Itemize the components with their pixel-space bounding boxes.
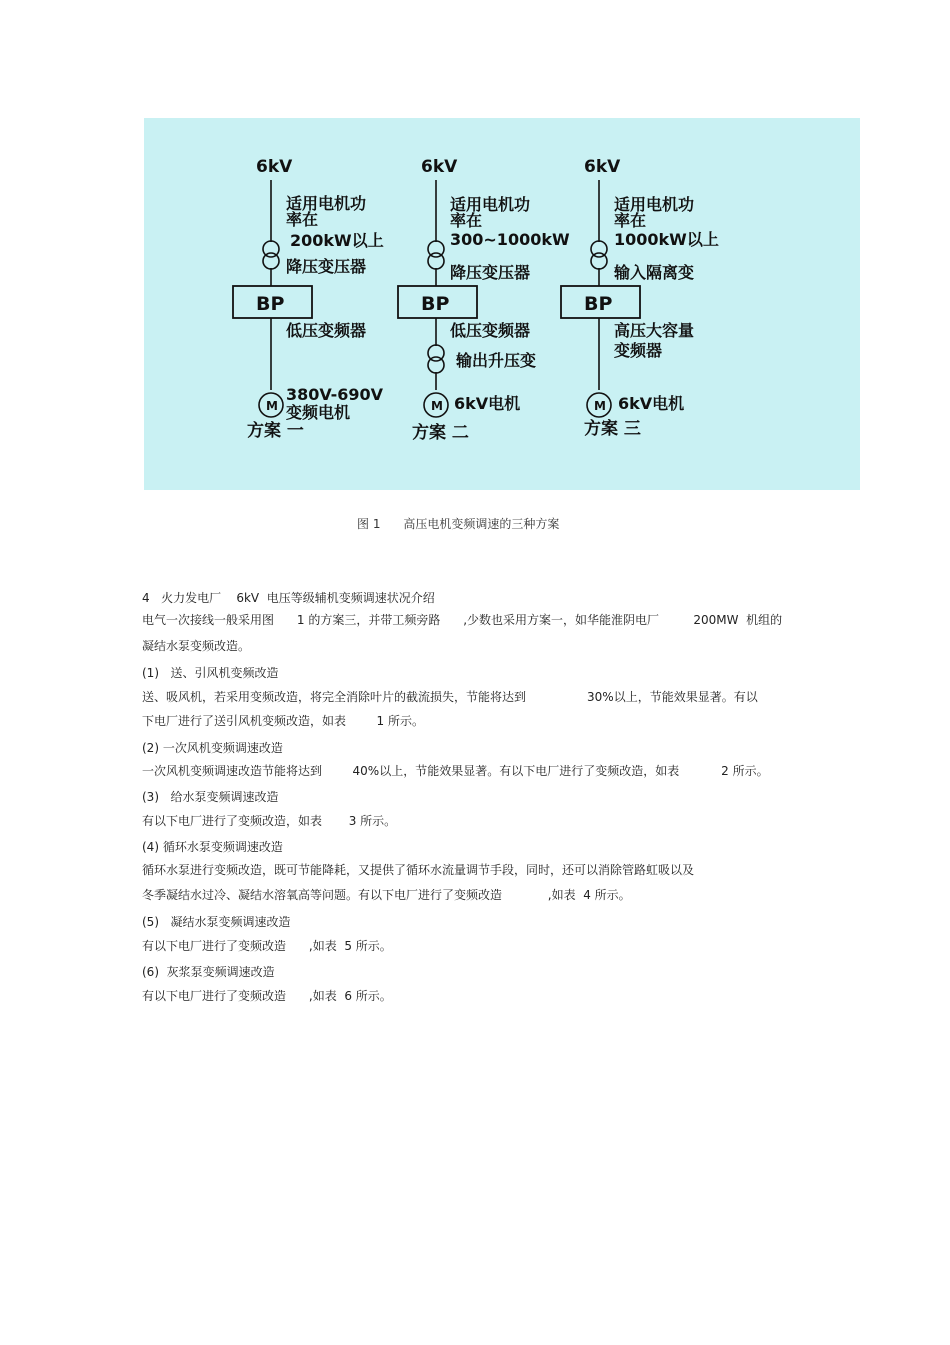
scheme-description: 适用电机功 [450, 195, 531, 214]
voltage-label: 6kV [584, 157, 621, 177]
scheme-description: 率在 [286, 210, 319, 229]
paragraph-line: 有以下电厂进行了变频改造 ,如表 5 所示。 [142, 939, 392, 953]
motor-label: 6kV电机 [454, 394, 521, 413]
scheme-description: 降压变压器 [286, 257, 367, 276]
paragraph-line: 有以下电厂进行了变频改造，如表 3 所示。 [142, 814, 397, 828]
paragraph-line: 送、吸风机，若采用变频改造，将完全消除叶片的截流损失，节能将达到 30%以上，节能效果显著。有以 [142, 690, 758, 704]
paragraph-line: 冬季凝结水过冷、凝结水溶氧高等问题。有以下电厂进行了变频改造 ,如表 4 所示。 [142, 888, 631, 902]
paragraph-line: 循环水泵进行变频改造，既可节能降耗，又提供了循环水流量调节手段，同时，还可以消除管路虹吸以及 [142, 863, 695, 877]
transformer-coil [591, 253, 607, 269]
converter-label: 高压大容量 [614, 321, 695, 340]
motor-label: 6kV电机 [618, 394, 685, 413]
motor-symbol: M [431, 399, 443, 413]
subsection-title: (4) 循环水泵变频调速改造 [142, 840, 283, 854]
voltage-label: 6kV [421, 157, 458, 177]
scheme-description: 适用电机功 [614, 195, 695, 214]
subsection-title: (3) 给水泵变频调速改造 [142, 790, 279, 804]
bp-label: BP [584, 293, 613, 315]
scheme-description: 300~1000kW [450, 230, 570, 249]
scheme-diagram-svg [144, 118, 860, 490]
transformer-coil [428, 357, 444, 373]
subsection-title: (2) 一次风机变频调速改造 [142, 741, 283, 755]
section-title: 4 火力发电厂 6kV 电压等级辅机变频调速状况介绍 [142, 591, 435, 605]
subsection-title: (1) 送、引风机变频改造 [142, 666, 279, 680]
paragraph-line: 凝结水泵变频改造。 [142, 639, 251, 653]
scheme-name: 方案 一 [247, 421, 304, 441]
subsection-title: (5) 凝结水泵变频调速改造 [142, 915, 291, 929]
subsection-title: (6) 灰浆泵变频调速改造 [142, 965, 275, 979]
bp-label: BP [256, 293, 285, 315]
bp-label: BP [421, 293, 450, 315]
converter-label: 低压变频器 [286, 321, 367, 340]
converter-label: 低压变频器 [450, 321, 531, 340]
motor-symbol: M [594, 399, 606, 413]
motor-label: 380V-690V [286, 385, 384, 404]
scheme-description: 1000kW以上 [614, 230, 719, 249]
scheme-description: 适用电机功 [286, 194, 367, 213]
motor-label: 变频电机 [286, 403, 351, 422]
paragraph-line: 一次风机变频调速改造节能将达到 40%以上，节能效果显著。有以下电厂进行了变频改造，如表 2 所示。 [142, 764, 769, 778]
transformer-coil [263, 253, 279, 269]
transformer-coil [428, 253, 444, 269]
paragraph-line: 下电厂进行了送引风机变频改造，如表 1 所示。 [142, 714, 424, 728]
figure-caption: 图 1 高压电机变频调速的三种方案 [357, 517, 560, 531]
scheme-description: 率在 [614, 211, 647, 230]
converter-label: 变频器 [614, 341, 663, 360]
scheme-description: 200kW以上 [290, 231, 384, 250]
voltage-label: 6kV [256, 157, 293, 177]
scheme-description: 降压变压器 [450, 263, 531, 282]
paragraph-line: 有以下电厂进行了变频改造 ,如表 6 所示。 [142, 989, 392, 1003]
output-transformer-label: 输出升压变 [456, 351, 537, 370]
motor-symbol: M [266, 399, 278, 413]
paragraph-line: 电气一次接线一般采用图 1 的方案三，并带工频旁路 ,少数也采用方案一，如华能淮阴电厂 200MW 机组的 [142, 613, 783, 627]
scheme-name: 方案 二 [412, 423, 469, 443]
scheme-description: 输入隔离变 [614, 263, 695, 282]
scheme-diagram [144, 118, 860, 490]
scheme-description: 率在 [450, 211, 483, 230]
scheme-name: 方案 三 [584, 419, 641, 439]
